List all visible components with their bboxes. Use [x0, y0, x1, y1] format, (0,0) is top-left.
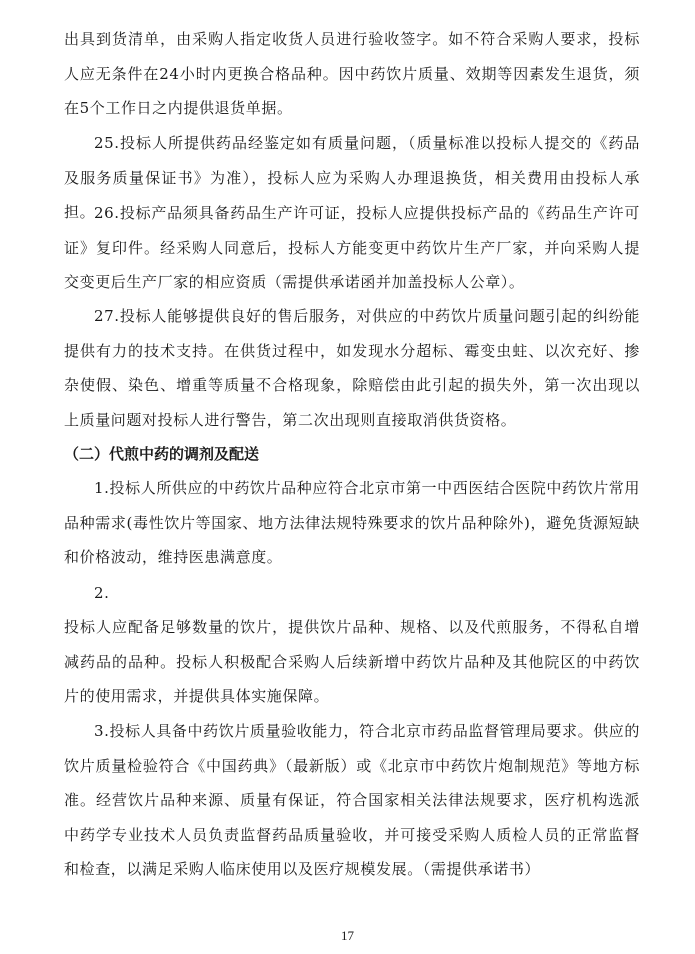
paragraph-s1: 1.投标人所供应的中药饮片品种应符合北京市第一中西医结合医院中药饮片常用品种需求(毒性饮片等国家、地方法律法规特殊要求的饮片品种除外)，避免货源短缺和价格波动，维持医患满意度。	[64, 479, 640, 566]
paragraph-s2-number: 2.	[94, 584, 110, 602]
paragraph-26: 26.投标产品须具备药品生产许可证，投标人应提供投标产品的《药品生产许可证》复印件。经采购人同意后，投标人方能变更中药饮片生产厂家，并向采购人提交变更后生产厂家的相应资质（需提供承诺函并加盖投标人公章）。	[64, 204, 640, 291]
paragraph-top: 出具到货清单，由采购人指定收货人员进行验收签字。如不符合采购人要求，投标人应无条件在24小时内更换合格品种。因中药饮片质量、效期等因素发生退货，须在5个工作日之内提供退货单据。	[64, 30, 640, 117]
section-heading: （二）代煎中药的调剂及配送	[64, 445, 260, 463]
paragraph-27: 27.投标人能够提供良好的售后服务，对供应的中药饮片质量问题引起的纠纷能提供有力的技术支持。在供货过程中，如发现水分超标、霉变虫蛀、以次充好、掺杂使假、染色、增重等质量不合格现象，除赔偿由此引起的损失外，第一次出现以上质量问题对投标人进行警告，第二次出现则直接取消供货资格。	[64, 307, 640, 429]
paragraph-s3: 3.投标人具备中药饮片质量验收能力，符合北京市药品监督管理局要求。供应的饮片质量检验符合《中国药典》（最新版）或《北京市中药饮片炮制规范》等地方标准。经营饮片品种来源、质量有保证，符合国家相关法律法规要求，医疗机构选派中药学专业技术人员负责监督药品质量验收，并可接受采购人质检人员的正常监督和检查，以满足采购人临床使用以及医疗规模发展。（需提供承诺书）	[64, 722, 640, 878]
paragraph-25: 25.投标人所提供药品经鉴定如有质量问题，（质量标准以投标人提交的《药品及服务质量保证书》为准），投标人应为采购人办理退换货，相关费用由投标人承担。	[64, 134, 640, 221]
paragraph-s2: 投标人应配备足够数量的饮片，提供饮片品种、规格、以及代煎服务，不得私自增减药品的品种。投标人积极配合采购人后续新增中药饮片品种及其他院区的中药饮片的使用需求，并提供具体实施保障。	[64, 618, 640, 705]
page-number: 17	[341, 928, 354, 943]
